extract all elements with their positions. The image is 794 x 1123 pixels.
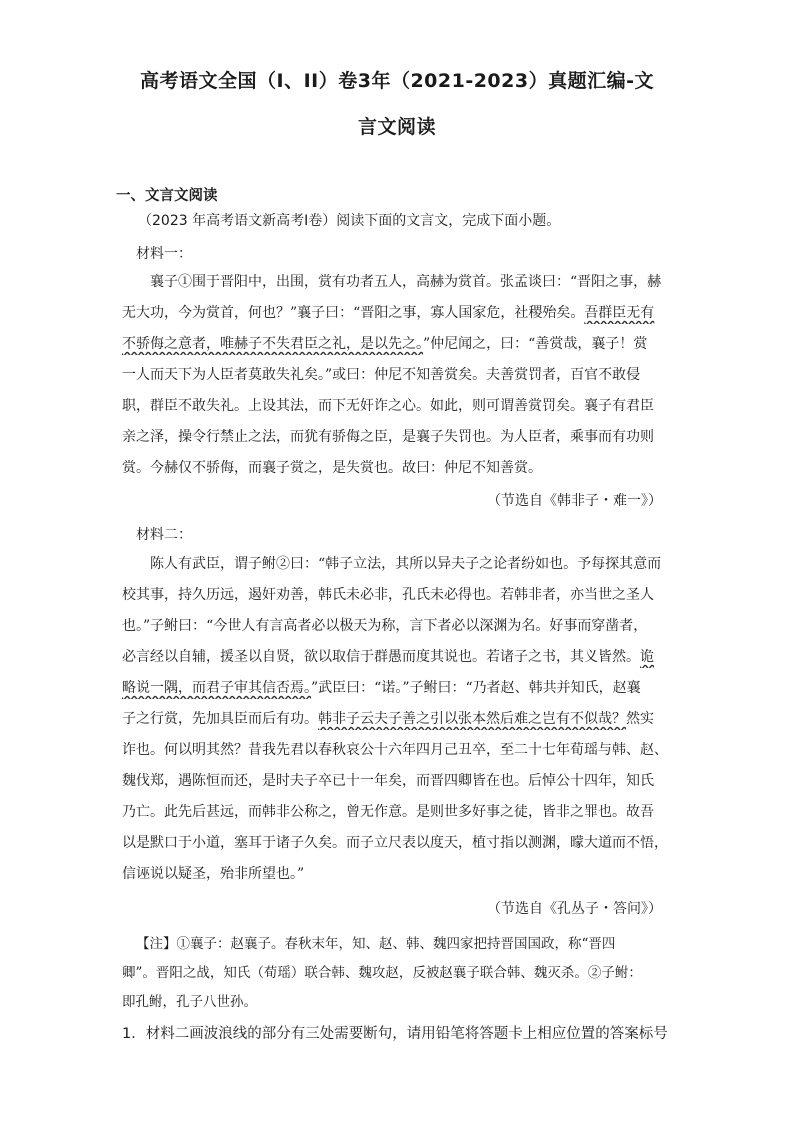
material2-line: 诈也。何以明其然？昔我先君以春秋哀公十六年四月己丑卒，至二十七年荀瑶与韩、赵、 <box>122 742 668 758</box>
doc-title-line-2: 言文阅读 <box>357 116 436 138</box>
material2-line: 以是默口于小道，塞耳于诸子久矣。而子立尺表以度天，植寸指以测渊，曚大道而不悟， <box>122 835 668 851</box>
notes-line: 即孔鲋，孔子八世孙。 <box>122 994 257 1010</box>
notes-line: 卿”。晋阳之战，知氏（荀瑶）联合韩、魏攻赵，反被赵襄子联合韩、魏灭杀。②子鲋： <box>122 965 642 981</box>
material2-line: 魏伐郑，遇陈恒而还，是时夫子卒已十一年矣，而晋四卿皆在也。后悼公十四年，知氏 <box>122 773 654 789</box>
material2-line: 也。”子鲋曰：“今世人有言高者必以极天为称，言下者必以深渊为名。好事而穿凿者， <box>122 618 648 634</box>
wavy-underlined-text: 诡 <box>640 649 654 665</box>
material2-line: 陈人有武臣，谓子鲋②曰：“韩子立法，其所以异夫子之论者纷如也。予每探其意而 <box>150 556 662 572</box>
material1-label: 材料一： <box>136 246 192 262</box>
material1-line: 亲之泽，操令行禁止之法，而犹有骄侮之臣，是襄子失罚也。为人臣者，乘事而有功则 <box>122 429 654 445</box>
wavy-underlined-text: 略说一隅，而君子审其信否焉。 <box>122 680 311 696</box>
section-heading: 一、文言文阅读 <box>116 188 218 204</box>
material2-line: 乃亡。此先后甚远，而韩非公称之，曾无作意。是则世多好事之徒，皆非之罪也。故吾 <box>122 804 654 820</box>
material2-source: （节选自《孔丛子・答问》） <box>487 901 662 917</box>
wavy-underlined-text: 不骄侮之意者，唯赫子不失君臣之礼，是以先之。 <box>122 336 423 352</box>
material1-line: 职，群臣不敢失礼。上设其法，而下无奸诈之心。如此，则可谓善赏罚矣。襄子有君臣 <box>122 398 654 414</box>
doc-title-line-1: 高考语文全国（I、II）卷3年（2021-2023）真题汇编-文 <box>140 70 654 92</box>
material2-line: 信诬说以疑圣，殆非所望也。” <box>122 866 305 882</box>
wavy-underlined-text: 吾群臣无有 <box>584 305 655 321</box>
material2-line: 校其事，持久历远，遏奸劝善，韩氏未必非，孔氏未必得也。若韩非者，亦当世之圣人 <box>122 587 654 603</box>
material1-line: 无大功，今为赏首，何也？”襄子曰：“晋阳之事，寡人国家危，社稷殆矣。吾群臣无有 <box>122 305 655 321</box>
material2-line: 必言经以自辅，援圣以自贤，欲以取信于群愚而度其说也。若诸子之书，其义皆然。诡 <box>122 649 654 665</box>
material2-label: 材料二： <box>136 527 192 543</box>
material1-source: （节选自《韩非子・难一》） <box>487 493 662 509</box>
material1-line: 赏。今赫仅不骄侮，而襄子赏之，是失赏也。故曰：仲尼不知善赏。 <box>122 460 542 476</box>
material2-line: 子之行赏，先加具臣而后有功。韩非子云夫子善之引以张本然后难之岂有不似哉？然实 <box>122 711 654 727</box>
material1-line: 一人而天下为人臣者莫敢失礼矣。”或曰：仲尼不知善赏矣。夫善赏罚者，百官不敢侵 <box>122 367 641 383</box>
wavy-underlined-text: 韩非子云夫子善之引以张本然后难之岂有不似哉？ <box>318 711 626 727</box>
intro-text: （2023 年高考语文新高考Ⅰ卷）阅读下面的文言文，完成下面小题。 <box>138 213 561 229</box>
material1-line: 襄子①围于晋阳中，出围，赏有功者五人，高赫为赏首。张孟谈曰：“晋阳之事，赫 <box>150 274 662 290</box>
material1-line: 不骄侮之意者，唯赫子不失君臣之礼，是以先之。”仲尼闻之，曰：“善赏哉，襄子！赏 <box>122 336 648 352</box>
notes-line: 【注】①襄子：赵襄子。春秋末年，知、赵、韩、魏四家把持晋国国政，称“晋四 <box>136 936 616 952</box>
question-1: 1．材料二画波浪线的部分有三处需要断句，请用铅笔将答题卡上相应位置的答案标号 <box>122 1026 668 1042</box>
material2-line: 略说一隅，而君子审其信否焉。”武臣曰：“诺。”子鲋曰：“乃者赵、韩共并知氏，赵襄 <box>122 680 641 696</box>
